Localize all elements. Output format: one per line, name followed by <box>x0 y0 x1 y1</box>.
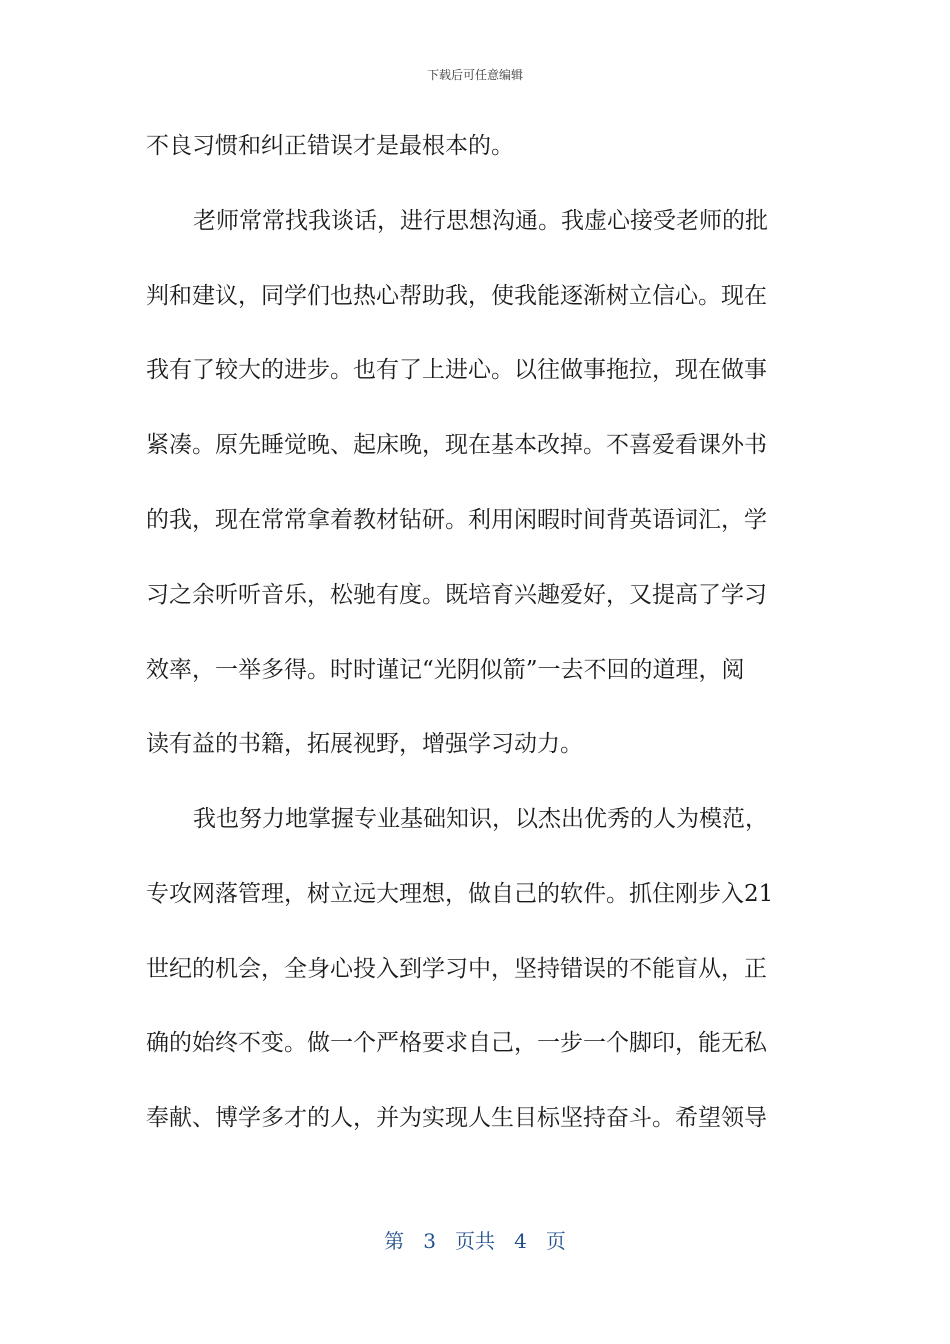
text-line: 不良习惯和纠正错误才是最根本的。 <box>146 133 514 159</box>
text-line: 专攻网落管理，树立远大理想，做自己的软件。抓住刚步入21 <box>146 881 774 907</box>
text-line: 效率，一举多得。时时谨记“光阴似箭”一去不回的道理，阅 <box>146 657 745 683</box>
text-line: 确的始终不变。做一个严格要求自己，一步一个脚印，能无私 <box>146 1030 767 1056</box>
page-footer <box>0 1225 950 1254</box>
text-line: 老师常常找我谈话，进行思想沟通。我虚心接受老师的批 <box>193 208 768 234</box>
page-header-note: 下载后可任意编辑 <box>426 68 523 82</box>
text-line: 读有益的书籍，拓展视野，增强学习动力。 <box>146 731 583 757</box>
text-line: 世纪的机会，全身心投入到学习中，坚持错误的不能盲从，正 <box>146 956 767 982</box>
text-line: 习之余听听音乐，松驰有度。既培育兴趣爱好，又提高了学习 <box>146 582 767 608</box>
text-line: 我也努力地掌握专业基础知识，以杰出优秀的人为模范， <box>193 806 768 832</box>
footer-middle: 页共 <box>455 1229 495 1253</box>
footer-prefix: 第 <box>384 1229 405 1253</box>
text-line: 奉献、博学多才的人，并为实现人生目标坚持奋斗。希望领导 <box>146 1105 767 1131</box>
footer-total-pages: 4 <box>514 1229 527 1253</box>
text-line: 的我，现在常常拿着教材钻研。利用闲暇时间背英语词汇，学 <box>146 507 767 533</box>
footer-current-page: 3 <box>423 1229 436 1253</box>
text-line: 判和建议，同学们也热心帮助我，使我能逐渐树立信心。现在 <box>146 283 767 309</box>
text-line: 紧凑。原先睡觉晚、起床晚，现在基本改掉。不喜爱看课外书 <box>146 432 767 458</box>
footer-suffix: 页 <box>545 1229 566 1253</box>
text-line: 我有了较大的进步。也有了上进心。以往做事拖拉，现在做事 <box>146 357 767 383</box>
